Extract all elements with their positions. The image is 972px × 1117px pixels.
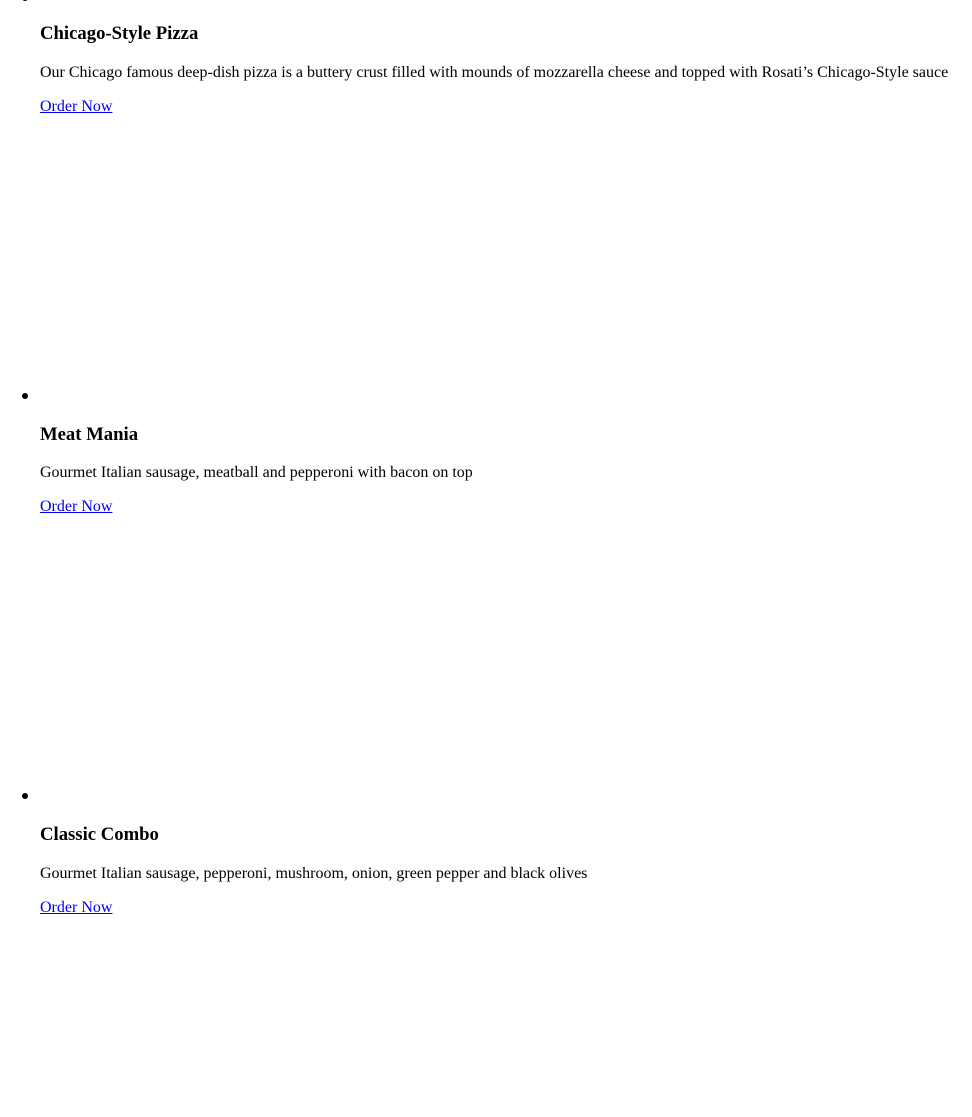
item-description: Our Chicago famous deep-dish pizza is a buttery crust filled with mounds of mozzarella cheese and topped with Rosati’s Chicago-Style sauce <box>40 64 949 81</box>
item-description: Gourmet Italian sausage, pepperoni, mushroom, onion, green pepper and black olives <box>40 865 588 882</box>
item-description: Gourmet Italian sausage, meatball and pepperoni with bacon on top <box>40 464 473 481</box>
order-now-link[interactable]: Order Now <box>40 498 113 515</box>
list-bullet <box>22 793 28 799</box>
item-title: Classic Combo <box>40 824 159 845</box>
item-title: Chicago-Style Pizza <box>40 23 199 44</box>
order-now-link[interactable]: Order Now <box>40 98 113 115</box>
order-now-link[interactable]: Order Now <box>40 899 113 916</box>
item-title: Meat Mania <box>40 424 139 445</box>
